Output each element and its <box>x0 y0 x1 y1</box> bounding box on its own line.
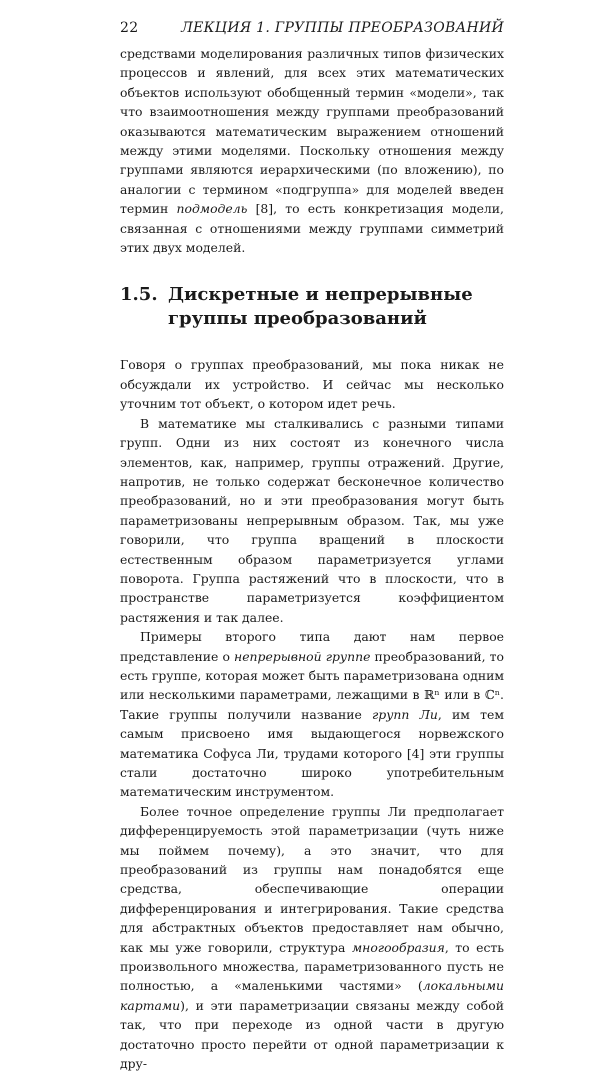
paragraph: Примеры второго типа дают нам первое представление о непрерывной группе преобразований, то есть группе, которая может быть параметризована одним или несколькими параметрами, лежащими в ℝⁿ или в ℂⁿ. Такие группы получили название групп Ли, им тем самым присвоено имя выдающегося норвежского математика Софуса Ли, трудами которого [4] эти группы стали достаточно широко употребительным математическим инструментом. <box>120 629 504 800</box>
paragraph: средствами моделирования различных типов физических процессов и явлений, для всех этих математических объектов используют обобщенный термин «модели», так что взаимоотношения между группами преобразований оказываются математическим выражением отношений между этими моделями. Поскольку отношения между группами являются иерархическими (по вложению), по аналогии с термином «подгруппа» для моделей введен термин подмодель [8], то есть конкретизация модели, связанная с отношениями между группами симметрий этих двух моделей. <box>120 46 504 256</box>
term-local-charts: локальными картами <box>120 978 504 1013</box>
running-title: ЛЕКЦИЯ 1. ГРУППЫ ПРЕОБРАЗОВАНИЙ <box>181 20 504 36</box>
term-manifold: многообразия <box>351 939 445 955</box>
section-number: 1.5. <box>120 284 158 306</box>
page-number: 22 <box>120 20 139 36</box>
page-body <box>120 44 504 1074</box>
section-heading <box>120 283 504 331</box>
section-title: Дискретные и непрерывные группы преобразований <box>168 284 473 330</box>
page-header <box>120 20 504 42</box>
paragraph: Говоря о группах преобразований, мы пока никак не обсуждали их устройство. И сейчас мы несколько уточним тот объект, о котором идет речь. <box>120 357 504 412</box>
paragraph: Более точное определение группы Ли предполагает дифференцируемость этой параметризации (чуть ниже мы поймем почему), а это значит, что для преобразований из группы нам понадобятся еще средства, обеспечивающие операции дифференцирования и интегрирования. Такие средства для абстрактных объектов предоставляет нам обычно, как мы уже говорили, структура многообразия, то есть произвольного множества, параметризованного пусть не полностью, а «маленькими частями» (локальными картами), и эти параметризации связаны между собой так, что при переходе из одной части в другую достаточно просто перейти от одной параметризации к дру- <box>120 803 504 1072</box>
term-continuous-group: непрерывной группе <box>234 648 371 664</box>
term-submodel: подмодель <box>176 201 248 217</box>
paragraph: В математике мы сталкивались с разными типами групп. Одни из них состоят из конечного числа элементов, как, например, группы отражений. Другие, напротив, не только содержат бесконечное количество преобразований, но и эти преобразования могут быть параметризованы непрерывным образом. Так, мы уже говорили, что группа вращений в плоскости естественным образом параметризуется углами поворота. Группа растяжений что в плоскости, что в пространстве параметризуется коэффициентом растяжения и так далее. <box>120 415 504 625</box>
term-lie-groups: групп Ли <box>372 706 438 722</box>
